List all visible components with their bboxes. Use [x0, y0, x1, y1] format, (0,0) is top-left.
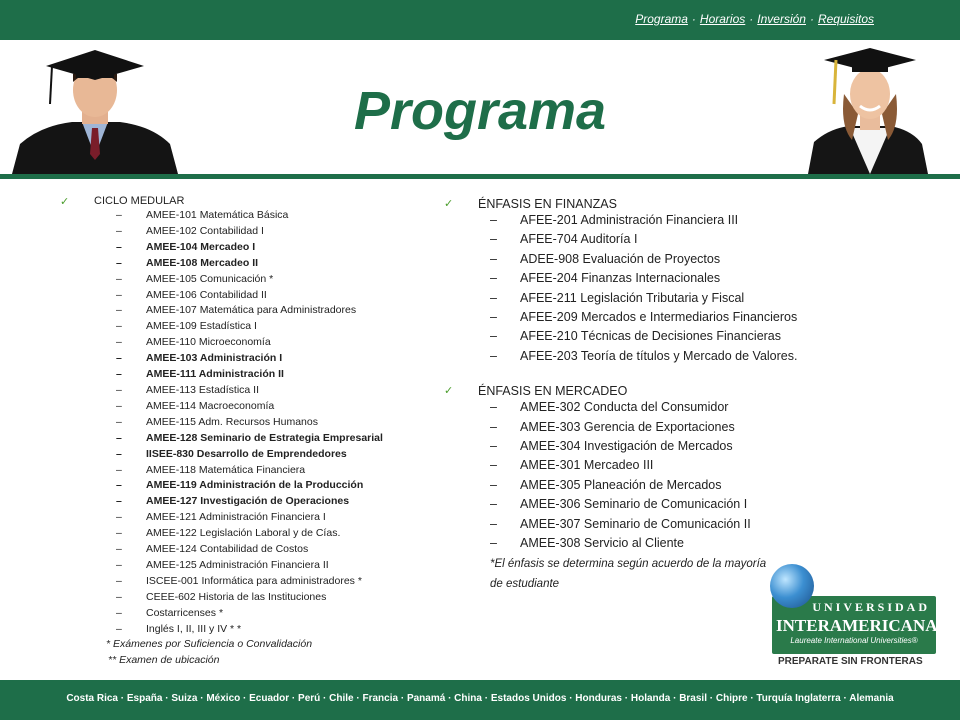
finanzas-course-list	[444, 211, 824, 366]
logo-univ-text: UNIVERSIDAD	[812, 600, 930, 614]
course-item	[60, 319, 430, 335]
course-item	[60, 288, 430, 304]
course-item	[60, 351, 430, 367]
enfasis-note: *El énfasis se determina según acuerdo de la mayoría de estudiante	[490, 557, 767, 590]
course-label: AFEE-704 Auditoría I	[520, 232, 638, 247]
checkmark-icon: ✓	[60, 196, 70, 208]
logo-sub-text: Laureate International Universities®	[790, 636, 918, 645]
course-item	[444, 308, 824, 327]
dash-bullet: –	[490, 251, 497, 266]
dash-bullet: –	[116, 224, 122, 237]
course-label: AFEE-204 Finanzas Internacionales	[520, 271, 721, 286]
course-item	[60, 399, 430, 415]
course-label: AFEE-201 Administración Financiera III	[520, 213, 739, 227]
course-label: Costarricenses *	[146, 606, 224, 619]
nav-link-programa[interactable]: Programa	[635, 12, 688, 26]
course-label: IISEE-830 Desarrollo de Emprendedores	[146, 447, 347, 460]
dash-bullet: –	[116, 447, 122, 460]
dash-bullet: –	[490, 477, 497, 492]
dash-bullet: –	[490, 213, 497, 227]
dash-bullet: –	[490, 329, 497, 344]
course-label: AMEE-104 Mercadeo I	[146, 240, 256, 253]
logo-tagline: PREPARATE SIN FRONTERAS	[778, 656, 923, 667]
dash-bullet: –	[116, 383, 122, 396]
course-item	[60, 574, 430, 590]
dash-bullet: –	[116, 511, 122, 524]
dash-bullet: –	[116, 240, 122, 253]
course-label: AMEE-114 Macroeconomía	[146, 399, 275, 412]
course-item	[60, 622, 430, 638]
course-label: AMEE-115 Adm. Recursos Humanos	[146, 415, 318, 428]
course-label: ISCEE-001 Informática para administradores *	[146, 574, 362, 587]
dash-bullet: –	[490, 310, 497, 325]
dash-bullet: –	[116, 368, 122, 381]
course-item	[60, 272, 430, 288]
countries-list: Costa Rica · España · Suiza · México · Ecuador · Perú · Chile · Francia · Panamá · China · Estados Unidos · Honduras · Holanda · Brasil · Chipre · Turquía Inglaterra · Alemania	[66, 693, 894, 704]
page-title: Programa	[353, 81, 607, 141]
dash-bullet: –	[116, 479, 122, 492]
nav-separator: ·	[691, 12, 696, 26]
course-item	[60, 303, 430, 319]
dash-bullet: –	[490, 400, 497, 415]
course-item	[60, 606, 430, 622]
course-item	[60, 431, 430, 447]
university-logo	[766, 564, 938, 674]
dash-bullet: –	[116, 209, 122, 221]
course-label: AMEE-106 Contabilidad II	[146, 288, 267, 301]
course-label: AMEE-103 Administración I	[146, 352, 283, 365]
course-label: AMEE-105 Comunicación *	[146, 272, 274, 285]
course-label: AMEE-127 Investigación de Operaciones	[146, 495, 350, 508]
course-item	[60, 478, 430, 494]
dash-bullet: –	[490, 348, 497, 363]
course-item	[444, 327, 824, 346]
course-item	[60, 542, 430, 558]
course-label: AMEE-302 Conducta del Consumidor	[520, 400, 729, 415]
dash-bullet: –	[490, 536, 497, 551]
course-label: AMEE-111 Administración II	[146, 368, 284, 381]
course-item	[444, 250, 824, 269]
enfasis-section	[444, 197, 824, 594]
dash-bullet: –	[116, 304, 122, 317]
finanzas-heading: ÉNFASIS EN FINANZAS	[478, 197, 617, 211]
dash-bullet: –	[116, 606, 122, 619]
dash-bullet: –	[490, 497, 497, 512]
course-label: AFEE-203 Teoría de títulos y Mercado de Valores.	[520, 348, 798, 363]
course-label: AMEE-308 Servicio al Cliente	[520, 536, 684, 551]
dash-bullet: –	[490, 439, 497, 454]
globe-icon	[770, 564, 814, 608]
course-label: AFEE-210 Técnicas de Decisiones Financieras	[520, 329, 782, 344]
dash-bullet: –	[116, 558, 122, 571]
dash-bullet: –	[116, 272, 122, 285]
dash-bullet: –	[116, 622, 122, 635]
ciclo-heading: CICLO MEDULAR	[94, 195, 185, 207]
course-label: AMEE-107 Matemática para Administradores	[146, 304, 357, 317]
dash-bullet: –	[490, 232, 497, 247]
footer-bar	[0, 680, 960, 720]
course-label: Inglés I, II, III y IV * *	[146, 622, 242, 635]
course-item	[444, 437, 824, 456]
footnote-exams: * Exámenes por Suficiencia o Convalidación	[106, 638, 313, 651]
dash-bullet: –	[116, 590, 122, 603]
course-item	[444, 495, 824, 514]
course-item	[60, 240, 430, 256]
course-label: AMEE-102 Contabilidad I	[146, 224, 264, 237]
course-item	[444, 515, 824, 534]
course-label: AFEE-209 Mercados e Intermediarios Financieros	[520, 310, 798, 325]
dash-bullet: –	[116, 288, 122, 301]
course-label: AMEE-108 Mercadeo II	[146, 256, 259, 269]
dash-bullet: –	[116, 495, 122, 508]
dash-bullet: –	[116, 336, 122, 349]
dash-bullet: –	[116, 463, 122, 476]
course-label: AMEE-124 Contabilidad de Costos	[146, 543, 309, 556]
header-divider	[0, 174, 960, 179]
course-label: AMEE-110 Microeconomía	[146, 336, 271, 349]
top-bar	[0, 0, 960, 40]
course-item	[60, 383, 430, 399]
course-label: AMEE-304 Investigación de Mercados	[520, 439, 733, 454]
logo-name-text: INTERAMERICANA	[776, 616, 938, 635]
course-label: AMEE-128 Seminario de Estrategia Empresarial	[146, 431, 383, 444]
course-item	[60, 335, 430, 351]
course-item	[60, 447, 430, 463]
course-label: AMEE-303 Gerencia de Exportaciones	[520, 419, 735, 434]
course-label: AMEE-307 Seminario de Comunicación II	[520, 516, 751, 531]
course-label: AMEE-305 Planeación de Mercados	[520, 477, 722, 492]
course-item	[60, 367, 430, 383]
nav-link-requisitos[interactable]: Requisitos	[817, 12, 874, 26]
course-label: AMEE-101 Matemática Básica	[146, 209, 289, 221]
ciclo-course-list	[60, 208, 430, 637]
course-item	[444, 398, 824, 417]
course-label: AMEE-109 Estadística I	[146, 320, 257, 333]
nav-separator: ·	[749, 12, 754, 26]
course-item	[60, 510, 430, 526]
course-item	[60, 558, 430, 574]
checkmark-icon: ✓	[444, 198, 454, 210]
course-item	[60, 208, 430, 224]
course-item	[444, 534, 824, 553]
dash-bullet: –	[490, 271, 497, 286]
course-item	[444, 418, 824, 437]
course-item	[60, 590, 430, 606]
course-label: AFEE-211 Legislación Tributaria y Fiscal	[520, 290, 745, 305]
dash-bullet: –	[490, 458, 497, 473]
course-label: AMEE-121 Administración Financiera I	[146, 511, 326, 524]
course-item	[60, 256, 430, 272]
course-item	[444, 230, 824, 249]
nav-link-inversion[interactable]: Inversión	[757, 12, 806, 26]
course-item	[444, 347, 824, 366]
course-item	[444, 289, 824, 308]
course-item	[60, 415, 430, 431]
course-label: AMEE-301 Mercadeo III	[520, 458, 654, 473]
course-item	[60, 526, 430, 542]
mercadeo-course-list	[444, 398, 824, 553]
course-label: AMEE-125 Administración Financiera II	[146, 558, 329, 571]
dash-bullet: –	[116, 352, 122, 365]
dash-bullet: –	[116, 527, 122, 540]
dash-bullet: –	[116, 256, 122, 269]
course-item	[60, 224, 430, 240]
dash-bullet: –	[116, 415, 122, 428]
dash-bullet: –	[116, 399, 122, 412]
dash-bullet: –	[116, 431, 122, 444]
course-label: CEEE-602 Historia de las Instituciones	[146, 590, 327, 603]
dash-bullet: –	[490, 290, 497, 305]
course-label: AMEE-118 Matemática Financiera	[146, 463, 306, 476]
checkmark-icon: ✓	[444, 385, 454, 398]
nav-separator: ·	[809, 12, 814, 26]
course-item	[444, 476, 824, 495]
course-label: AMEE-113 Estadística II	[146, 383, 260, 396]
course-label: ADEE-908 Evaluación de Proyectos	[520, 251, 721, 266]
course-item	[444, 211, 824, 230]
course-label: AMEE-122 Legislación Laboral y de Cías.	[146, 527, 341, 540]
top-nav	[635, 12, 874, 26]
dash-bullet: –	[116, 574, 122, 587]
course-item	[60, 494, 430, 510]
dash-bullet: –	[490, 516, 497, 531]
dash-bullet: –	[490, 419, 497, 434]
nav-link-horarios[interactable]: Horarios	[699, 12, 746, 26]
mercadeo-heading: ÉNFASIS EN MERCADEO	[478, 384, 628, 399]
course-label: AMEE-119 Administración de la Producción	[146, 479, 364, 492]
ciclo-medular-section	[60, 195, 430, 669]
dash-bullet: –	[116, 543, 122, 556]
course-item	[444, 456, 824, 475]
course-item	[444, 269, 824, 288]
footnote-placement: ** Examen de ubicación	[108, 654, 220, 667]
course-label: AMEE-306 Seminario de Comunicación I	[520, 497, 748, 512]
course-item	[60, 463, 430, 479]
dash-bullet: –	[116, 320, 122, 333]
